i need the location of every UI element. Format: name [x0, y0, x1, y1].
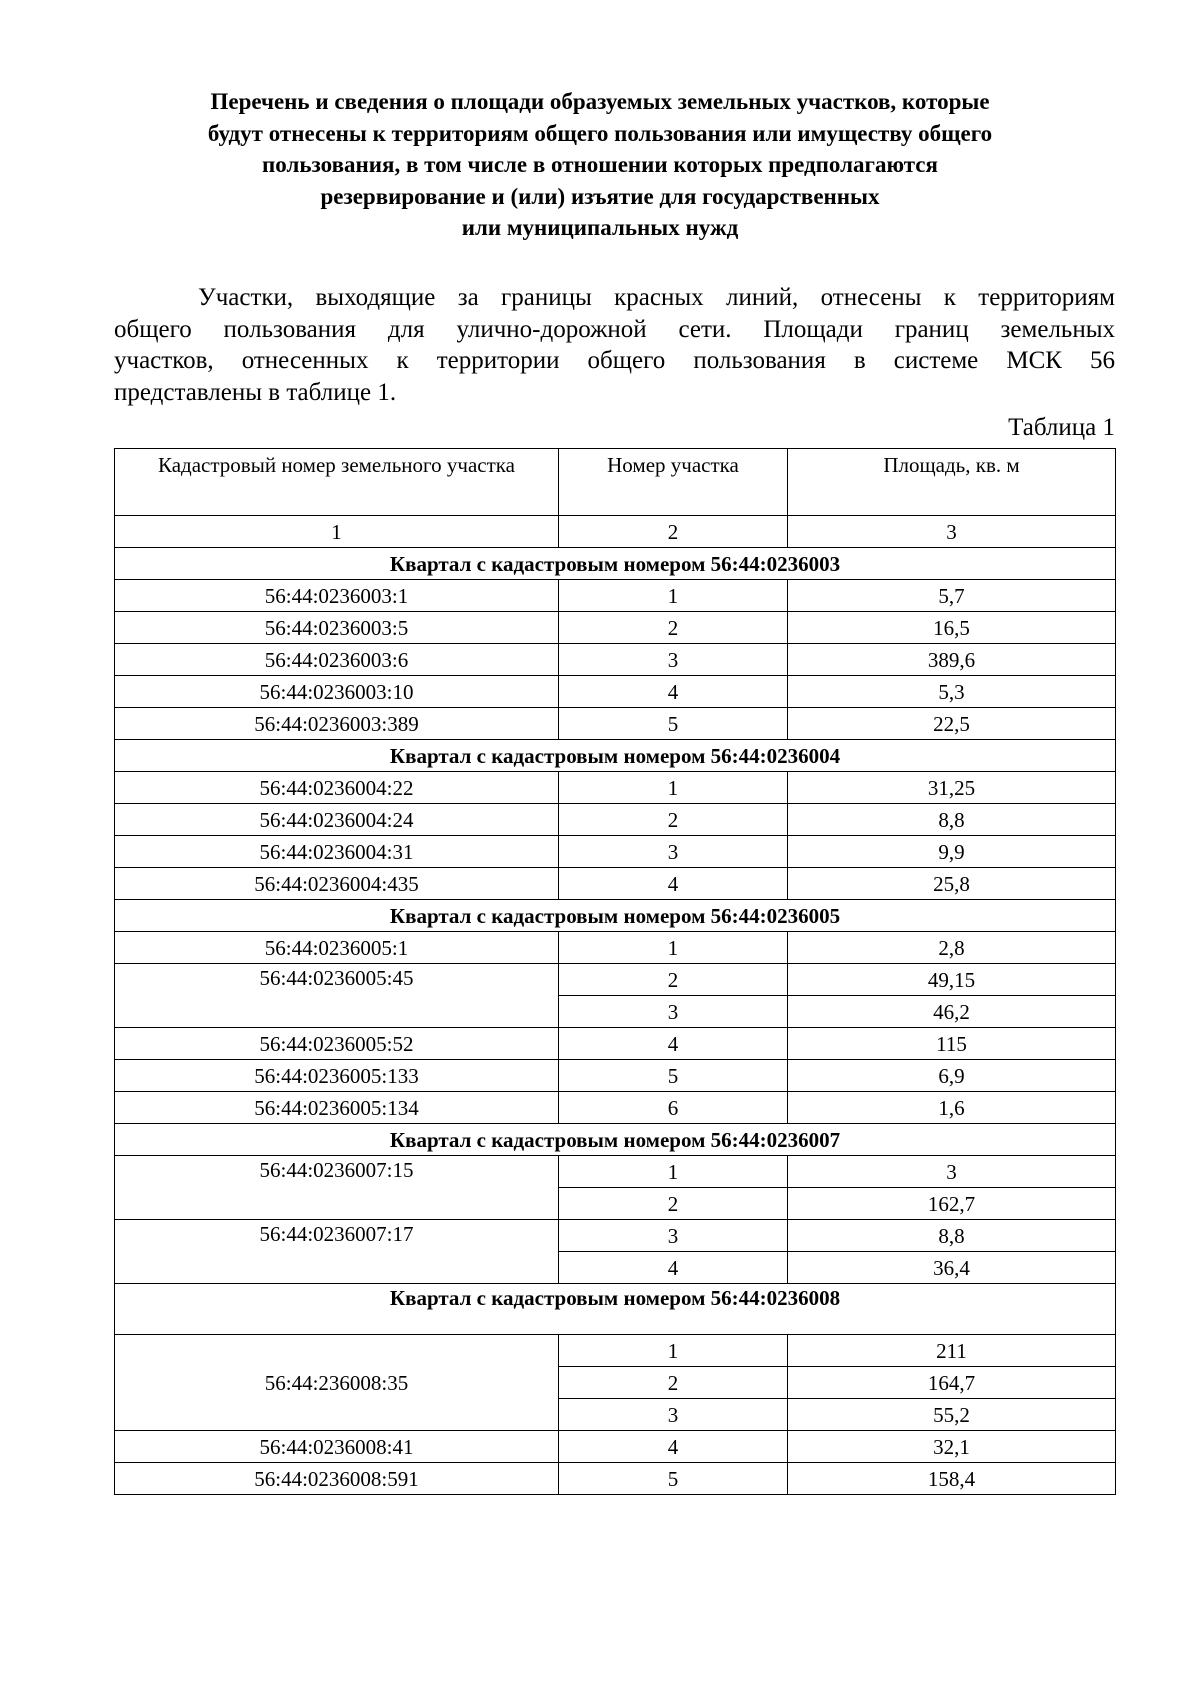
table-row [115, 868, 1116, 900]
plot-number-cell: 4 [559, 1028, 788, 1060]
plot-number-cell: 2 [559, 964, 788, 996]
quarter-title: Квартал с кадастровым номером 56:44:0236003 [115, 548, 1116, 580]
cadastral-number-cell: 56:44:0236004:24 [115, 804, 559, 836]
area-cell: 8,8 [788, 1220, 1116, 1252]
cadastral-number-cell: 56:44:0236008:41 [115, 1431, 559, 1463]
area-cell: 158,4 [788, 1463, 1116, 1495]
plot-number-cell: 5 [559, 1060, 788, 1092]
plots-table-body [115, 449, 1116, 1495]
plot-number-cell: 4 [559, 1252, 788, 1284]
quarter-title: Квартал с кадастровым номером 56:44:0236008 [115, 1284, 1116, 1335]
quarter-row [115, 900, 1116, 932]
plot-number-cell: 2 [559, 1188, 788, 1220]
table-row [115, 708, 1116, 740]
table-row [115, 1431, 1116, 1463]
cadastral-number-cell: 56:44:0236003:389 [115, 708, 559, 740]
area-cell: 25,8 [788, 868, 1116, 900]
column-number: 2 [559, 516, 788, 548]
quarter-title: Квартал с кадастровым номером 56:44:0236004 [115, 740, 1116, 772]
cadastral-number-cell: 56:44:0236008:591 [115, 1463, 559, 1495]
area-cell: 31,25 [788, 772, 1116, 804]
plot-number-cell: 1 [559, 1335, 788, 1367]
cadastral-number-cell: 56:44:0236005:52 [115, 1028, 559, 1060]
plot-number-cell: 4 [559, 868, 788, 900]
plot-number-cell: 1 [559, 580, 788, 612]
cadastral-number-cell: 56:44:0236003:10 [115, 676, 559, 708]
cadastral-number-cell: 56:44:0236004:31 [115, 836, 559, 868]
area-cell: 211 [788, 1335, 1116, 1367]
intro-line: участков, отнесенных к территории общего пользования в системе МСК 56 [114, 347, 1115, 374]
table-row [115, 932, 1116, 964]
table-row [115, 1220, 1116, 1252]
quarter-title: Квартал с кадастровым номером 56:44:0236007 [115, 1124, 1116, 1156]
plot-number-cell: 1 [559, 1156, 788, 1188]
area-cell: 5,7 [788, 580, 1116, 612]
area-cell: 46,2 [788, 996, 1116, 1028]
intro-line: представлены в таблице 1. [114, 378, 397, 406]
table-row [115, 1028, 1116, 1060]
cadastral-number-cell: 56:44:0236005:1 [115, 932, 559, 964]
table-row [115, 1335, 1116, 1367]
table-row [115, 580, 1116, 612]
table-row [115, 1060, 1116, 1092]
plot-number-cell: 3 [559, 996, 788, 1028]
area-cell: 115 [788, 1028, 1116, 1060]
cadastral-number-cell: 56:44:0236003:1 [115, 580, 559, 612]
header-plot-number: Номер участка [559, 449, 788, 516]
cadastral-number-cell: 56:44:0236003:5 [115, 612, 559, 644]
table-row [115, 644, 1116, 676]
area-cell: 16,5 [788, 612, 1116, 644]
plot-number-cell: 6 [559, 1092, 788, 1124]
plot-number-cell: 5 [559, 1463, 788, 1495]
header-cadastral: Кадастровый номер земельного участка [115, 449, 559, 516]
plot-number-cell: 2 [559, 1367, 788, 1399]
plot-number-cell: 1 [559, 772, 788, 804]
cadastral-number-cell: 56:44:0236005:45 [115, 964, 559, 1028]
column-number-row [115, 516, 1116, 548]
plot-number-cell: 5 [559, 708, 788, 740]
area-cell: 389,6 [788, 644, 1116, 676]
table-row [115, 1156, 1116, 1188]
plot-number-cell: 4 [559, 676, 788, 708]
table-caption: Таблица 1 [1008, 414, 1115, 441]
intro-line: общего пользования для улично-дорожной сети. Площади границ земельных [114, 315, 1115, 343]
plots-table [114, 448, 1116, 1495]
cadastral-number-cell: 56:44:236008:35 [115, 1335, 559, 1431]
quarter-title: Квартал с кадастровым номером 56:44:0236005 [115, 900, 1116, 932]
plot-number-cell: 2 [559, 804, 788, 836]
plot-number-cell: 4 [559, 1431, 788, 1463]
cadastral-number-cell: 56:44:0236005:134 [115, 1092, 559, 1124]
quarter-row [115, 548, 1116, 580]
table-row [115, 612, 1116, 644]
cadastral-number-cell: 56:44:0236003:6 [115, 644, 559, 676]
title-line: пользования, в том числе в отношении которых предполагаются [262, 152, 938, 177]
area-cell: 3 [788, 1156, 1116, 1188]
area-cell: 49,15 [788, 964, 1116, 996]
intro-line: Участки, выходящие за границы красных линий, отнесены к территориям [198, 284, 1115, 311]
plot-number-cell: 1 [559, 932, 788, 964]
plot-number-cell: 3 [559, 1220, 788, 1252]
area-cell: 6,9 [788, 1060, 1116, 1092]
plot-number-cell: 3 [559, 1399, 788, 1431]
area-cell: 9,9 [788, 836, 1116, 868]
column-number: 1 [115, 516, 559, 548]
area-cell: 5,3 [788, 676, 1116, 708]
plot-number-cell: 2 [559, 612, 788, 644]
area-cell: 2,8 [788, 932, 1116, 964]
cadastral-number-cell: 56:44:0236005:133 [115, 1060, 559, 1092]
area-cell: 8,8 [788, 804, 1116, 836]
title-line: будут отнесены к территориям общего пользования или имуществу общего [207, 120, 993, 146]
title-line: Перечень и сведения о площади образуемых земельных участков, которые [210, 89, 990, 114]
plot-number-cell: 3 [559, 836, 788, 868]
table-row [115, 836, 1116, 868]
plot-number-cell: 3 [559, 644, 788, 676]
title-line: или муниципальных нужд [461, 215, 739, 240]
cadastral-number-cell: 56:44:0236007:15 [115, 1156, 559, 1220]
area-cell: 1,6 [788, 1092, 1116, 1124]
document-title [100, 86, 1100, 244]
header-area: Площадь, кв. м [788, 449, 1116, 516]
area-cell: 36,4 [788, 1252, 1116, 1284]
table-row [115, 804, 1116, 836]
title-line: резервирование и (или) изъятие для государственных [320, 183, 880, 209]
area-cell: 22,5 [788, 708, 1116, 740]
table-header-row [115, 449, 1116, 516]
quarter-row [115, 740, 1116, 772]
table-row [115, 772, 1116, 804]
area-cell: 55,2 [788, 1399, 1116, 1431]
quarter-row [115, 1284, 1116, 1335]
intro-paragraph [114, 282, 1115, 408]
cadastral-number-cell: 56:44:0236004:22 [115, 772, 559, 804]
table-row [115, 1092, 1116, 1124]
area-cell: 162,7 [788, 1188, 1116, 1220]
area-cell: 32,1 [788, 1431, 1116, 1463]
column-number: 3 [788, 516, 1116, 548]
table-row [115, 964, 1116, 996]
cadastral-number-cell: 56:44:0236004:435 [115, 868, 559, 900]
table-row [115, 1463, 1116, 1495]
area-cell: 164,7 [788, 1367, 1116, 1399]
quarter-row [115, 1124, 1116, 1156]
table-row [115, 676, 1116, 708]
cadastral-number-cell: 56:44:0236007:17 [115, 1220, 559, 1284]
